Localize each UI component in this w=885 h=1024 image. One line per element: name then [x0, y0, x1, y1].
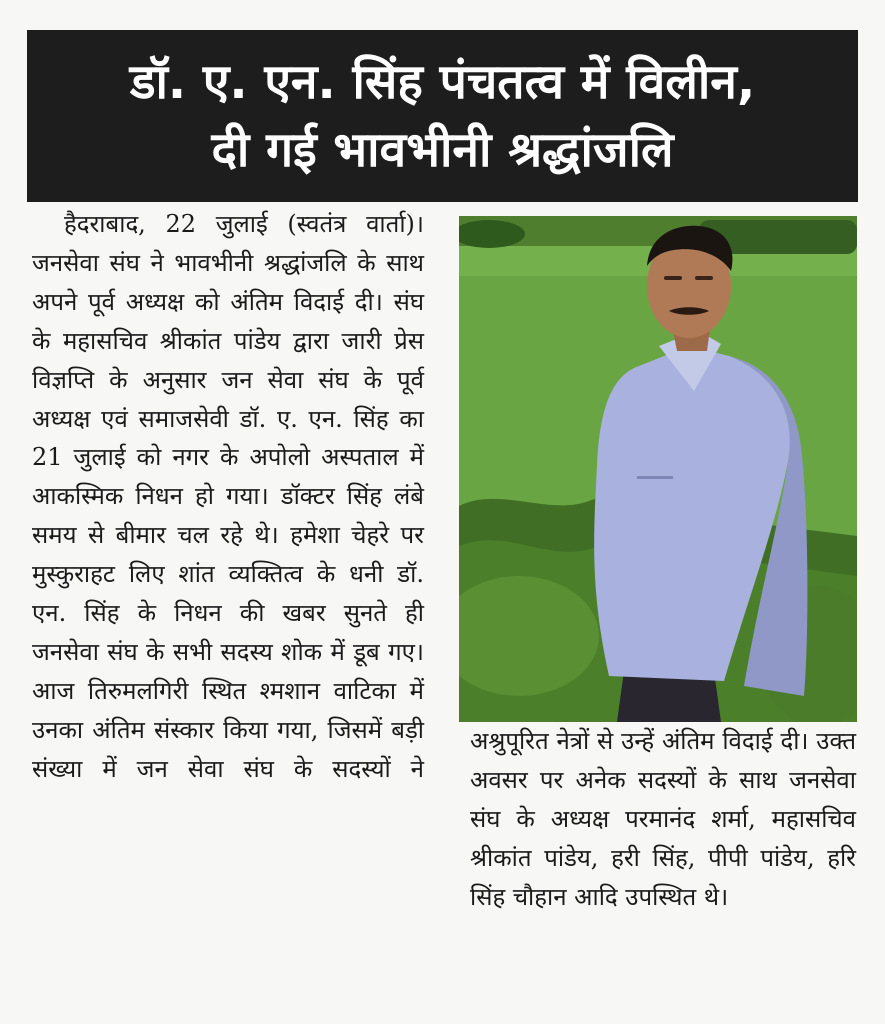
article-column-right	[470, 722, 856, 917]
article-column-left	[32, 205, 424, 789]
portrait-photo-icon	[459, 216, 857, 722]
portrait-photo	[459, 216, 857, 722]
headline-banner	[27, 30, 858, 202]
article-body-left: हैदराबाद, 22 जुलाई (स्वतंत्र वार्ता)। जनसेवा संघ ने भावभीनी श्रद्धांजलि के साथ अपने पूर्व अध्यक्ष को अंतिम विदाई दी। संघ के महासचिव श्रीकांत पांडेय द्वारा जारी प्रेस विज्ञप्ति के अनुसार जन सेवा संघ के पूर्व अध्यक्ष एवं समाजसेवी डॉ. ए. एन. सिंह का 21 जुलाई को नगर के अपोलो अस्पताल में आकस्मिक निधन हो गया। डॉक्टर सिंह लंबे समय से बीमार चल रहे थे। हमेशा चेहरे पर मुस्कुराहट लिए शांत व्यक्तित्व के धनी डॉ. एन. सिंह के निधन की खबर सुनते ही जनसेवा संघ के सभी सदस्य शोक में डूब गए। आज तिरुमलगिरी स्थित श्मशान वाटिका में उनका अंतिम संस्कार किया गया, जिसमें बड़ी संख्या में जन सेवा संघ के सदस्यों ने	[32, 210, 424, 783]
headline-line-1: डॉ. ए. एन. सिंह पंचतत्व में विलीन,	[129, 54, 756, 110]
article-body-right: अश्रुपूरित नेत्रों से उन्हें अंतिम विदाई दी। उक्त अवसर पर अनेक सदस्यों के साथ जनसेवा संघ के अध्यक्ष परमानंद शर्मा, महासचिव श्रीकांत पांडेय, हरी सिंह, पीपी पांडेय, हरि सिंह चौहान आदि उपस्थित थे।	[470, 727, 856, 911]
headline-line-2: दी गई भावभीनी श्रद्धांजलि	[211, 122, 674, 178]
